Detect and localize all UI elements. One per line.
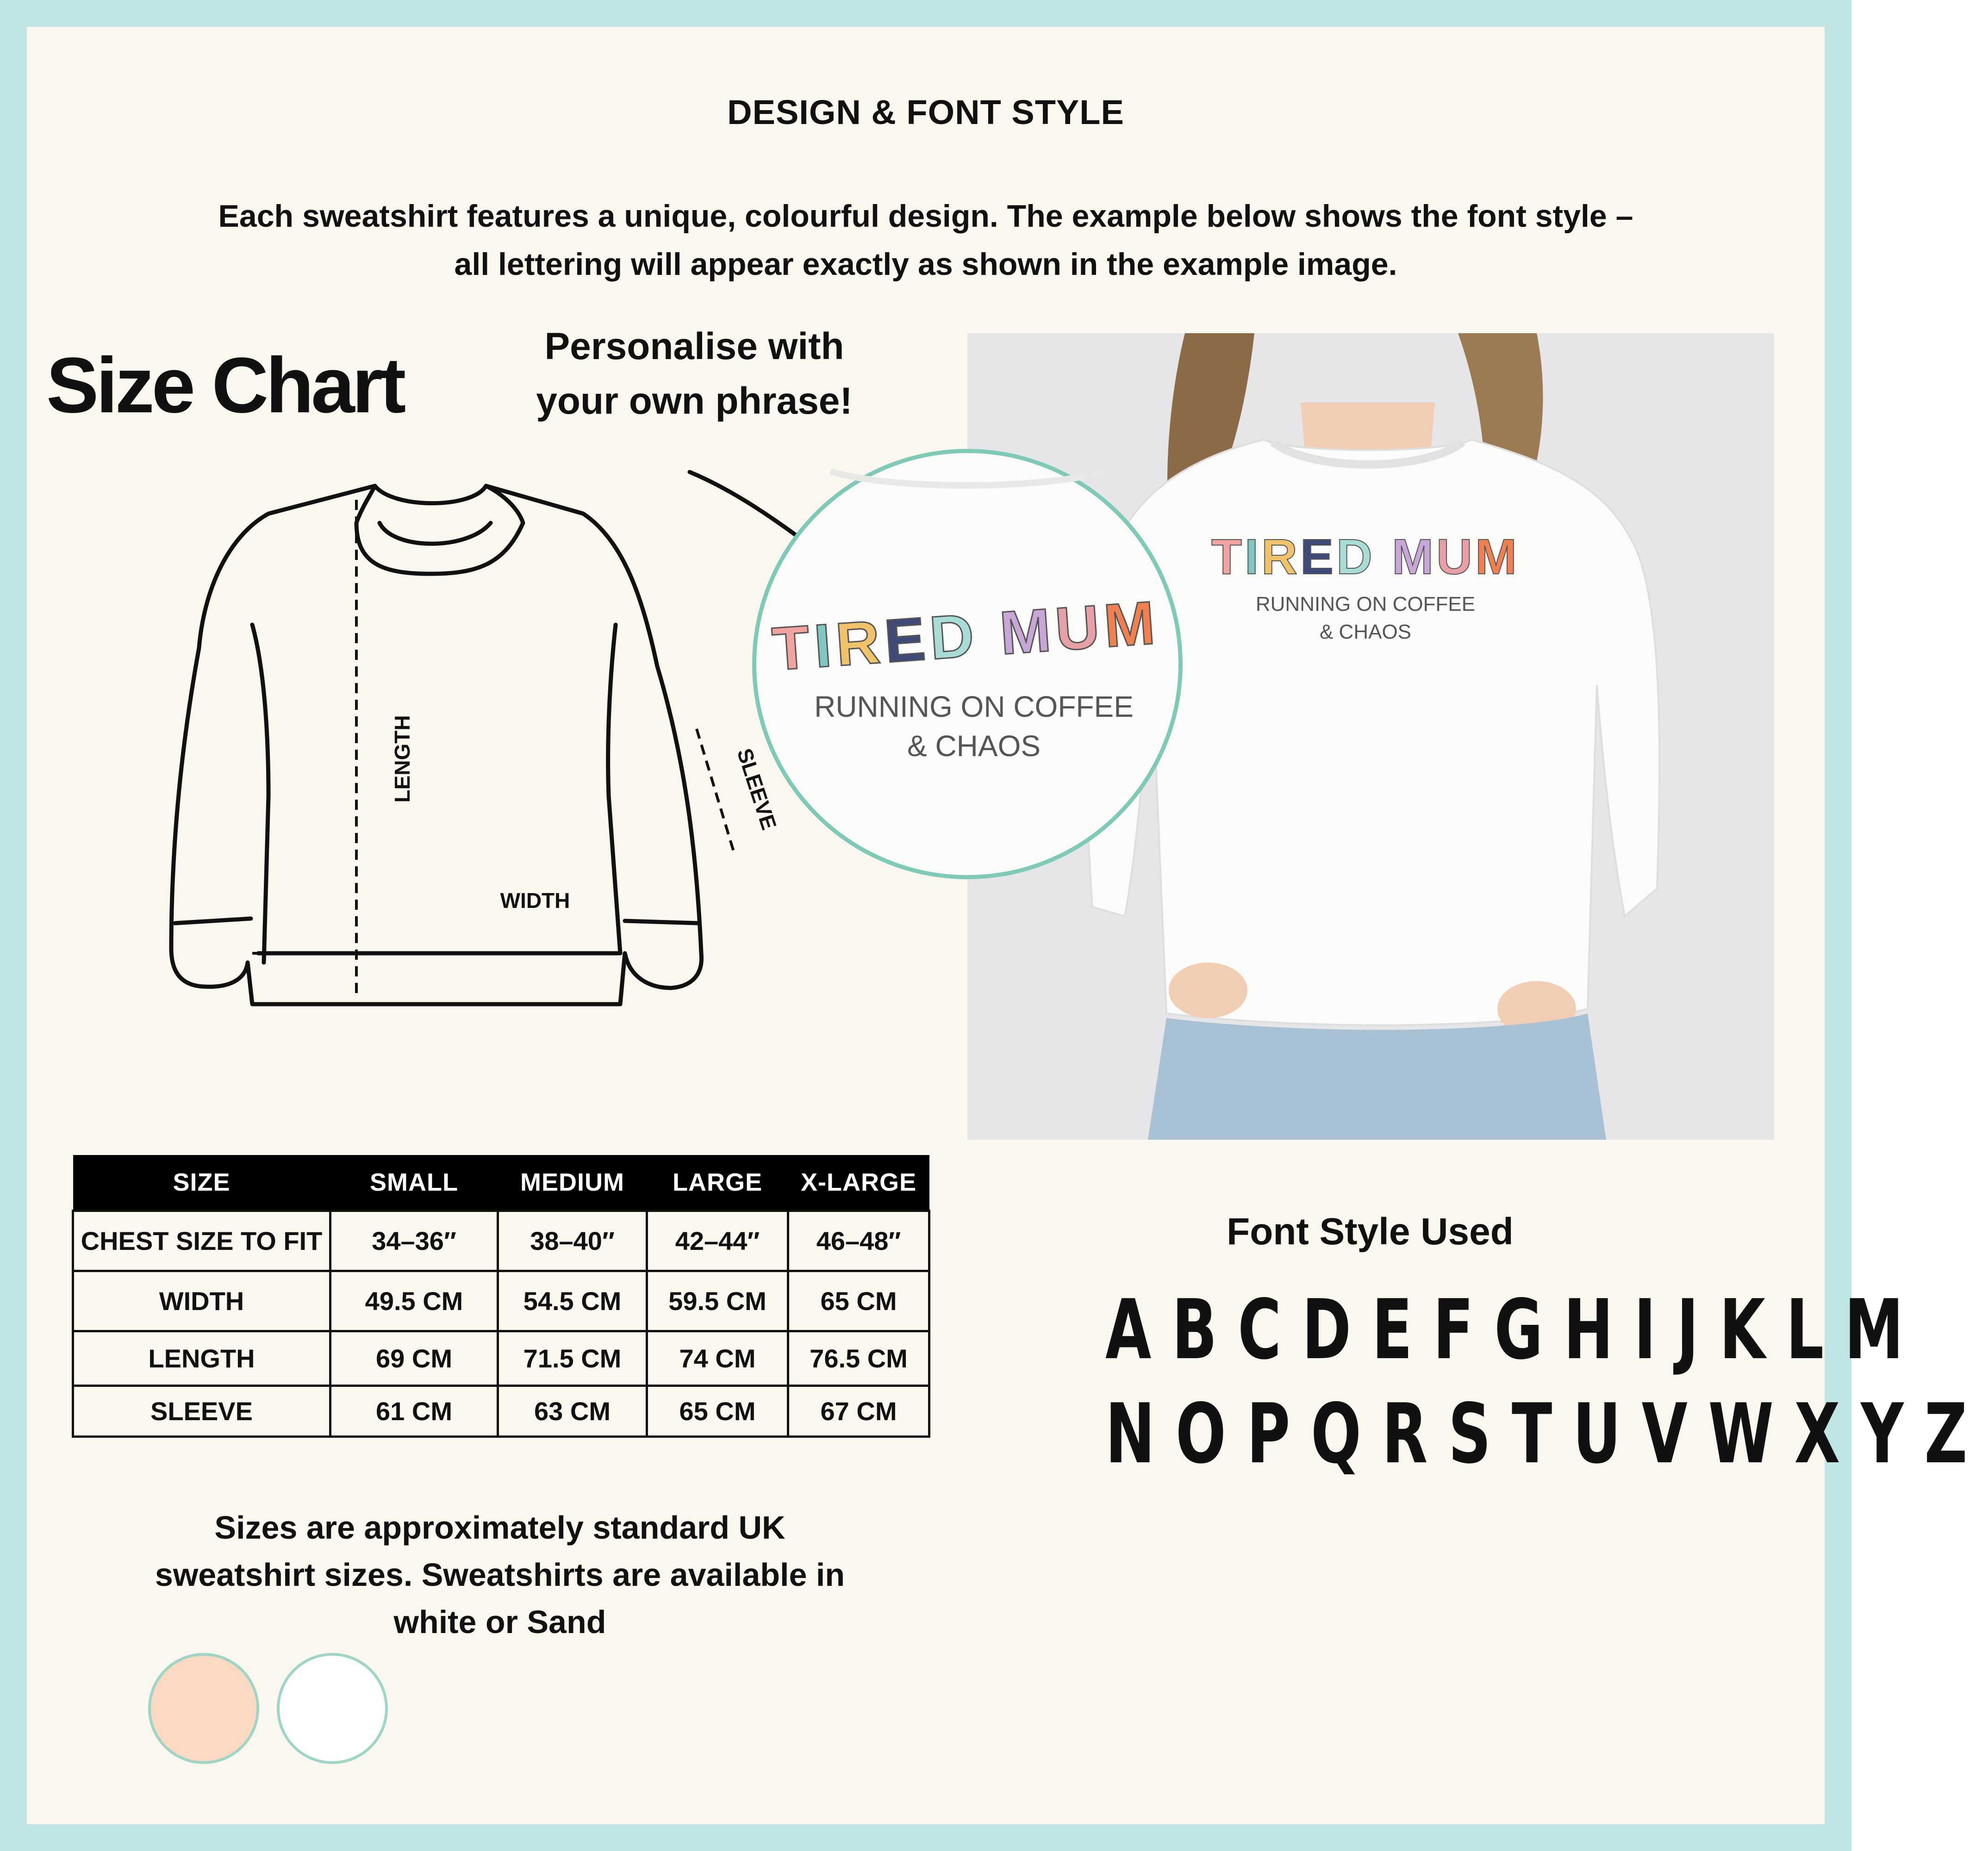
table-cell: 46–48″ xyxy=(788,1211,929,1271)
intro-line-1: Each sweatshirt features a unique, colourful design. The example below shows the font style – xyxy=(218,199,1633,234)
table-row-label: WIDTH xyxy=(73,1271,330,1331)
table-header: LARGE xyxy=(647,1155,788,1211)
shirt-print-sub1: RUNNING ON COFFEE xyxy=(1255,593,1476,615)
print-letter: T xyxy=(770,612,817,683)
print-letter: I xyxy=(1244,528,1261,584)
zoom-subtitle-1: RUNNING ON COFFEE xyxy=(814,690,1134,723)
print-letter: T xyxy=(1211,528,1245,584)
size-note xyxy=(93,1504,907,1646)
print-letter: R xyxy=(833,607,887,679)
print-letter: M xyxy=(1101,588,1162,660)
shirt-print-title xyxy=(1211,528,1520,584)
table-cell: 63 CM xyxy=(498,1386,647,1437)
print-letter: M xyxy=(1392,528,1437,584)
alphabet-line-2: NOPQRSTUVWXYZ xyxy=(1105,1386,1988,1482)
left-hand xyxy=(1169,963,1247,1018)
personalise-callout xyxy=(486,319,903,429)
right-sleeve-seam xyxy=(608,625,620,953)
table-header: SIZE xyxy=(73,1155,330,1211)
print-letter: E xyxy=(882,604,932,676)
intro-line-2: all lettering will appear exactly as shown in the example image. xyxy=(454,247,1397,282)
print-letter: D xyxy=(1336,528,1376,584)
table-cell: 49.5 CM xyxy=(330,1271,498,1331)
personalise-line-1: Personalise with xyxy=(544,325,844,367)
sand-colour-swatch[interactable] xyxy=(148,1653,259,1764)
table-cell: 38–40″ xyxy=(498,1211,647,1271)
table-row xyxy=(73,1211,929,1271)
table-cell: 42–44″ xyxy=(647,1211,788,1271)
table-header: MEDIUM xyxy=(498,1155,647,1211)
right-cuff-seam xyxy=(625,921,699,923)
sweatshirt-outline xyxy=(171,486,702,1004)
print-letter: M xyxy=(1475,528,1520,584)
zoom-subtitle-2: & CHAOS xyxy=(907,729,1041,763)
personalise-line-2: your own phrase! xyxy=(536,380,853,422)
sleeve-label: SLEEVE xyxy=(732,745,781,833)
print-letter: E xyxy=(1300,528,1337,584)
table-row xyxy=(73,1331,929,1386)
white-colour-swatch[interactable] xyxy=(277,1653,388,1764)
print-letter: U xyxy=(1053,592,1107,664)
table-row-label: LENGTH xyxy=(73,1331,330,1386)
print-letter: D xyxy=(927,601,981,672)
size-table xyxy=(72,1155,930,1438)
print-letter xyxy=(1375,528,1392,584)
zoom-title xyxy=(770,588,1162,683)
design-zoom-art xyxy=(756,453,1178,875)
table-cell: 34–36″ xyxy=(330,1211,498,1271)
page-title: DESIGN & FONT STYLE xyxy=(727,93,1124,131)
left-sleeve-seam xyxy=(252,625,268,963)
table-row xyxy=(73,1271,929,1331)
left-cuff-seam xyxy=(175,919,251,923)
font-style-title: Font Style Used xyxy=(1227,1211,1514,1253)
collar-inner xyxy=(380,523,491,544)
table-row-label: CHEST SIZE TO FIT xyxy=(73,1211,330,1271)
intro-text xyxy=(93,192,1759,288)
size-note-line-2: sweatshirt sizes. Sweatshirts are available in xyxy=(155,1557,845,1593)
table-row-label: SLEEVE xyxy=(73,1386,330,1437)
sleeve-guide xyxy=(697,729,734,851)
size-chart-title: Size Chart xyxy=(46,342,404,429)
table-header: SMALL xyxy=(330,1155,498,1211)
table-cell: 74 CM xyxy=(647,1331,788,1386)
width-label: WIDTH xyxy=(500,888,570,913)
print-letter: R xyxy=(1261,528,1300,584)
table-header-row xyxy=(73,1155,929,1211)
table-cell: 69 CM xyxy=(330,1331,498,1386)
table-header: X-LARGE xyxy=(788,1155,929,1211)
table-cell: 59.5 CM xyxy=(647,1271,788,1331)
table-cell: 61 CM xyxy=(330,1386,498,1437)
jeans xyxy=(1148,1013,1606,1140)
alphabet-line-1: ABCDEFGHIJKLM xyxy=(1105,1282,1925,1378)
size-note-line-3: white or Sand xyxy=(393,1604,606,1640)
size-note-line-1: Sizes are approximately standard UK xyxy=(214,1509,785,1546)
print-letter: U xyxy=(1436,528,1476,584)
length-label: LENGTH xyxy=(390,715,414,803)
print-letter: M xyxy=(997,595,1058,667)
design-zoom-circle xyxy=(752,449,1183,879)
table-cell: 67 CM xyxy=(788,1386,929,1437)
table-cell: 71.5 CM xyxy=(498,1331,647,1386)
collar-outer xyxy=(356,486,523,574)
table-cell: 54.5 CM xyxy=(498,1271,647,1331)
table-cell: 65 CM xyxy=(788,1271,929,1331)
shirt-print-sub2: & CHAOS xyxy=(1319,621,1412,643)
print-letter: I xyxy=(812,610,838,680)
table-row xyxy=(73,1386,929,1437)
table-cell: 65 CM xyxy=(647,1386,788,1437)
table-cell: 76.5 CM xyxy=(788,1331,929,1386)
